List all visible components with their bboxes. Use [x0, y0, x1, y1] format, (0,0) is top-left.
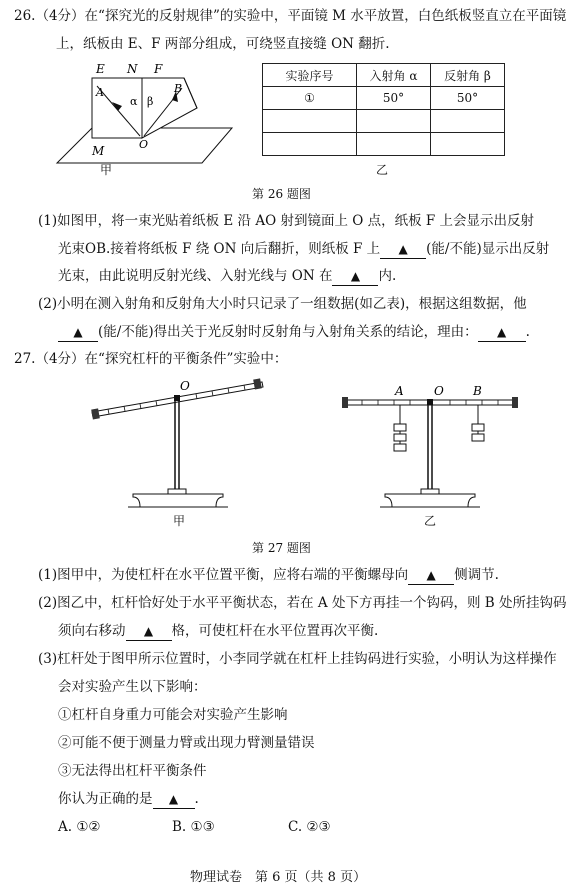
label-A: A — [96, 86, 104, 99]
label-F: F — [154, 62, 163, 76]
label-alpha: α — [130, 95, 138, 108]
answer-blank[interactable] — [126, 622, 172, 641]
q26-part1-line2 — [58, 240, 549, 259]
table-row — [263, 133, 505, 156]
q27-part2-line1: (2)图乙中，杠杆恰好处于水平平衡状态，若在 A 处下方再挂一个钩码，则 B 处所挂钩码 — [38, 595, 567, 611]
q26-part2-text-b: . — [525, 324, 530, 340]
q27-part2-line2 — [58, 622, 378, 641]
q26-part2-text-a: (能/不能)得出关于光反射时反射角与入射角关系的结论，理由： — [98, 324, 478, 340]
q26-part1-text-b: (能/不能)显示出反射 — [426, 241, 550, 257]
q27-part3-line2: 会对实验产生以下影响： — [58, 679, 207, 695]
q26-intro-line2: 上，纸板由 E、F 两部分组成，可绕竖直接缝 ON 翻折. — [56, 36, 390, 52]
q26-caption: 第 26 题图 — [252, 187, 311, 201]
table-row — [263, 110, 505, 133]
q27-caption: 第 27 题图 — [252, 541, 311, 555]
label-E: E — [96, 62, 105, 76]
label-O: O — [434, 384, 444, 398]
table-cell: 50° — [357, 87, 431, 110]
q26-part1-text-d: 内. — [378, 268, 397, 284]
table-cell — [263, 133, 357, 156]
label-beta: β — [147, 95, 154, 108]
page-footer: 物理试卷 第 6 页（共 8 页） — [190, 870, 367, 885]
q27-question-text: 你认为正确的是 — [58, 791, 153, 807]
q27-fig-jia-label: 甲 — [173, 514, 186, 528]
table-header-row — [263, 64, 505, 87]
choice-a[interactable]: A. ①② — [58, 819, 101, 835]
label-N: N — [127, 62, 138, 76]
table-cell — [263, 110, 357, 133]
q27-option-1: ①杠杆自身重力可能会对实验产生影响 — [58, 707, 288, 723]
q27-fig-yi-label: 乙 — [424, 514, 437, 528]
label-O: O — [139, 138, 149, 151]
triangle-icon: ▲ — [350, 269, 361, 283]
choice-c[interactable]: C. ②③ — [288, 819, 331, 835]
label-O: O — [180, 379, 190, 393]
q26-part1-line3 — [58, 267, 396, 286]
q26-part2-line1: (2)小明在测入射角和反射角大小时只记录了一组数据(如乙表)，根据这组数据，他 — [38, 296, 527, 312]
label-M: M — [92, 144, 105, 158]
table-cell: 50° — [431, 87, 505, 110]
q26-part1-text-c: 光束，由此说明反射光线、入射光线与 ON 在 — [58, 268, 333, 284]
q26-fig-yi-label: 乙 — [376, 163, 389, 177]
q27-part1-text-b: 侧调节. — [454, 567, 499, 583]
answer-blank[interactable] — [408, 566, 454, 585]
table-cell — [431, 110, 505, 133]
q26-figure-jia — [52, 58, 252, 178]
table-header: 实验序号 — [263, 64, 357, 87]
q26-part1-text-a: 光束OB.接着将纸板 F 绕 ON 向后翻折，则纸板 F 上 — [58, 241, 381, 257]
q27-option-3: ③无法得出杠杆平衡条件 — [58, 763, 207, 779]
q27-intro: 27.（4分）在“探究杠杆的平衡条件”实验中： — [14, 351, 288, 367]
q26-data-table — [262, 63, 505, 156]
q27-option-2: ②可能不便于测量力臂或出现力臂测量错误 — [58, 735, 315, 751]
triangle-icon: ▲ — [398, 242, 408, 256]
triangle-icon: ▲ — [496, 325, 507, 339]
table-cell — [431, 133, 505, 156]
q27-part1 — [38, 566, 499, 585]
table-cell — [357, 133, 431, 156]
triangle-icon: ▲ — [73, 325, 83, 339]
label-B: B — [473, 384, 482, 398]
table-row — [263, 87, 505, 110]
q27-question-end: . — [194, 791, 199, 807]
choice-b[interactable]: B. ①③ — [172, 819, 215, 835]
table-cell — [357, 110, 431, 133]
q26-fig-jia-label: 甲 — [100, 163, 113, 177]
q27-figure-yi — [338, 380, 523, 520]
table-header: 入射角 α — [357, 64, 431, 87]
triangle-icon: ▲ — [143, 624, 154, 638]
answer-blank[interactable] — [153, 790, 195, 809]
q27-question — [58, 790, 199, 809]
q26-intro-line1: 26.（4分）在“探究光的反射规律”的实验中，平面镜 M 水平放置，白色纸板竖直立在平面镜 — [14, 8, 567, 24]
table-cell: ① — [263, 87, 357, 110]
q26-part2-line2 — [58, 323, 530, 342]
triangle-icon: ▲ — [426, 568, 436, 582]
answer-blank[interactable] — [332, 267, 378, 286]
q26-part1-line1: (1)如图甲，将一束光贴着纸板 E 沿 AO 射到镜面上 O 点，纸板 F 上会显示出反射 — [38, 213, 535, 229]
table-header: 反射角 β — [431, 64, 505, 87]
q27-part2-text-b: 格，可使杠杆在水平位置再次平衡. — [171, 623, 379, 639]
label-B: B — [174, 82, 183, 95]
answer-blank[interactable] — [478, 323, 526, 342]
q27-figure-jia — [88, 375, 273, 515]
triangle-icon: ▲ — [168, 792, 179, 806]
answer-blank[interactable] — [380, 240, 426, 259]
label-A: A — [395, 384, 404, 398]
q27-part2-text-a: 须向右移动 — [58, 623, 126, 639]
q27-part1-text-a: (1)图甲中，为使杠杆在水平位置平衡，应将右端的平衡螺母向 — [38, 567, 409, 583]
answer-blank[interactable] — [58, 323, 98, 342]
q27-part3-line1: (3)杠杆处于图甲所示位置时，小李同学就在杠杆上挂钩码进行实验，小明认为这样操作 — [38, 651, 557, 667]
